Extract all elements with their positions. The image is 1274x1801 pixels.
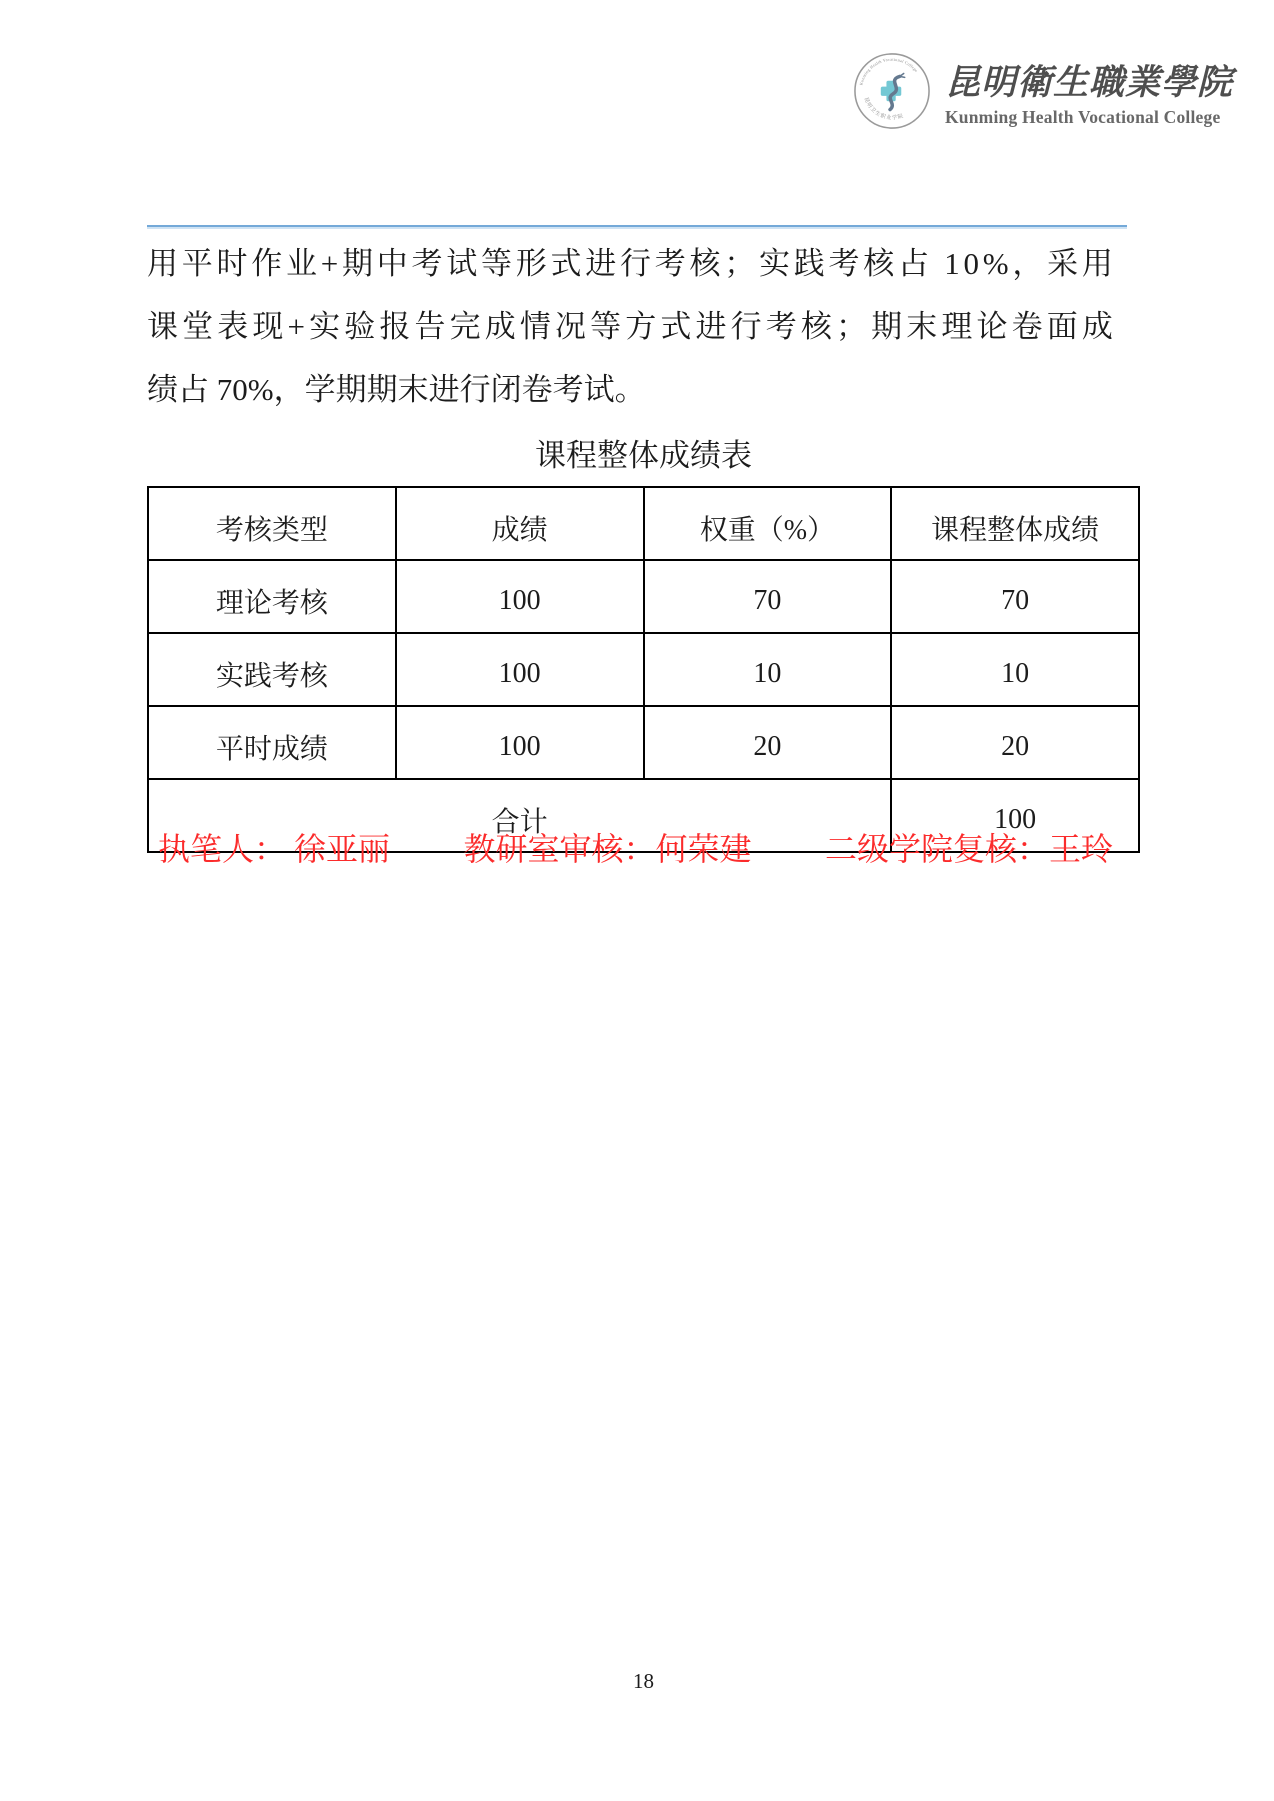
column-header: 成绩: [396, 487, 644, 560]
seal-arc-top-text: Kunming Health Vocational College: [858, 56, 920, 86]
column-header: 考核类型: [148, 487, 396, 560]
paragraph-line-3: 绩占 70%，学期期末进行闭卷考试。: [147, 372, 646, 407]
signature-office-review: 教研室审核：何荣建: [463, 831, 752, 867]
total-label-cell: 合计: [148, 779, 891, 852]
table-row: [148, 560, 1139, 633]
column-header: 课程整体成绩: [891, 487, 1139, 560]
table-row: [148, 633, 1139, 706]
table-cell: 100: [396, 706, 644, 779]
page-number: 18: [633, 1669, 654, 1693]
seal-arc-bottom-text: 昆明卫生职业学院: [862, 96, 905, 122]
table-cell: 理论考核: [148, 560, 396, 633]
signature-author: 执笔人： 徐亚丽: [158, 831, 391, 867]
table-cell: 100: [396, 633, 644, 706]
table-cell: 20: [644, 706, 892, 779]
header-rule: [147, 225, 1127, 229]
grade-table: [147, 486, 1140, 853]
college-name-zh: 昆明衛生職業學院: [945, 63, 1234, 102]
grade-table-header-row: [148, 487, 1139, 560]
table-cell: 10: [891, 633, 1139, 706]
table-cell: 平时成绩: [148, 706, 396, 779]
paragraph-line-2: 课 堂 表 现 + 实 验 报 告 完 成 情 况 等 方 式 进 行 考 核 ； 期 末 理 论 卷 面 成: [147, 309, 1113, 344]
paragraph-line-1: 用 平 时 作 业 + 期 中 考 试 等 形 式 进 行 考 核 ； 实 践 考 核 占 1 0 % ， 采 用: [147, 246, 1113, 281]
total-value-cell: 100: [891, 779, 1139, 852]
table-cell: 10: [644, 633, 892, 706]
table-cell: 70: [891, 560, 1139, 633]
column-header: 权重（%）: [644, 487, 892, 560]
table-cell: 70: [644, 560, 892, 633]
table-cell: 100: [396, 560, 644, 633]
signature-college-review: 二级学院复核：王玲: [824, 831, 1113, 867]
grade-table-title: 课程整体成绩表: [535, 438, 752, 473]
table-cell: 20: [891, 706, 1139, 779]
table-row: [148, 706, 1139, 779]
college-seal-icon: [853, 52, 931, 130]
college-name-en: Kunming Health Vocational College: [945, 107, 1221, 127]
signature-line: [158, 830, 1113, 868]
table-cell: 实践考核: [148, 633, 396, 706]
